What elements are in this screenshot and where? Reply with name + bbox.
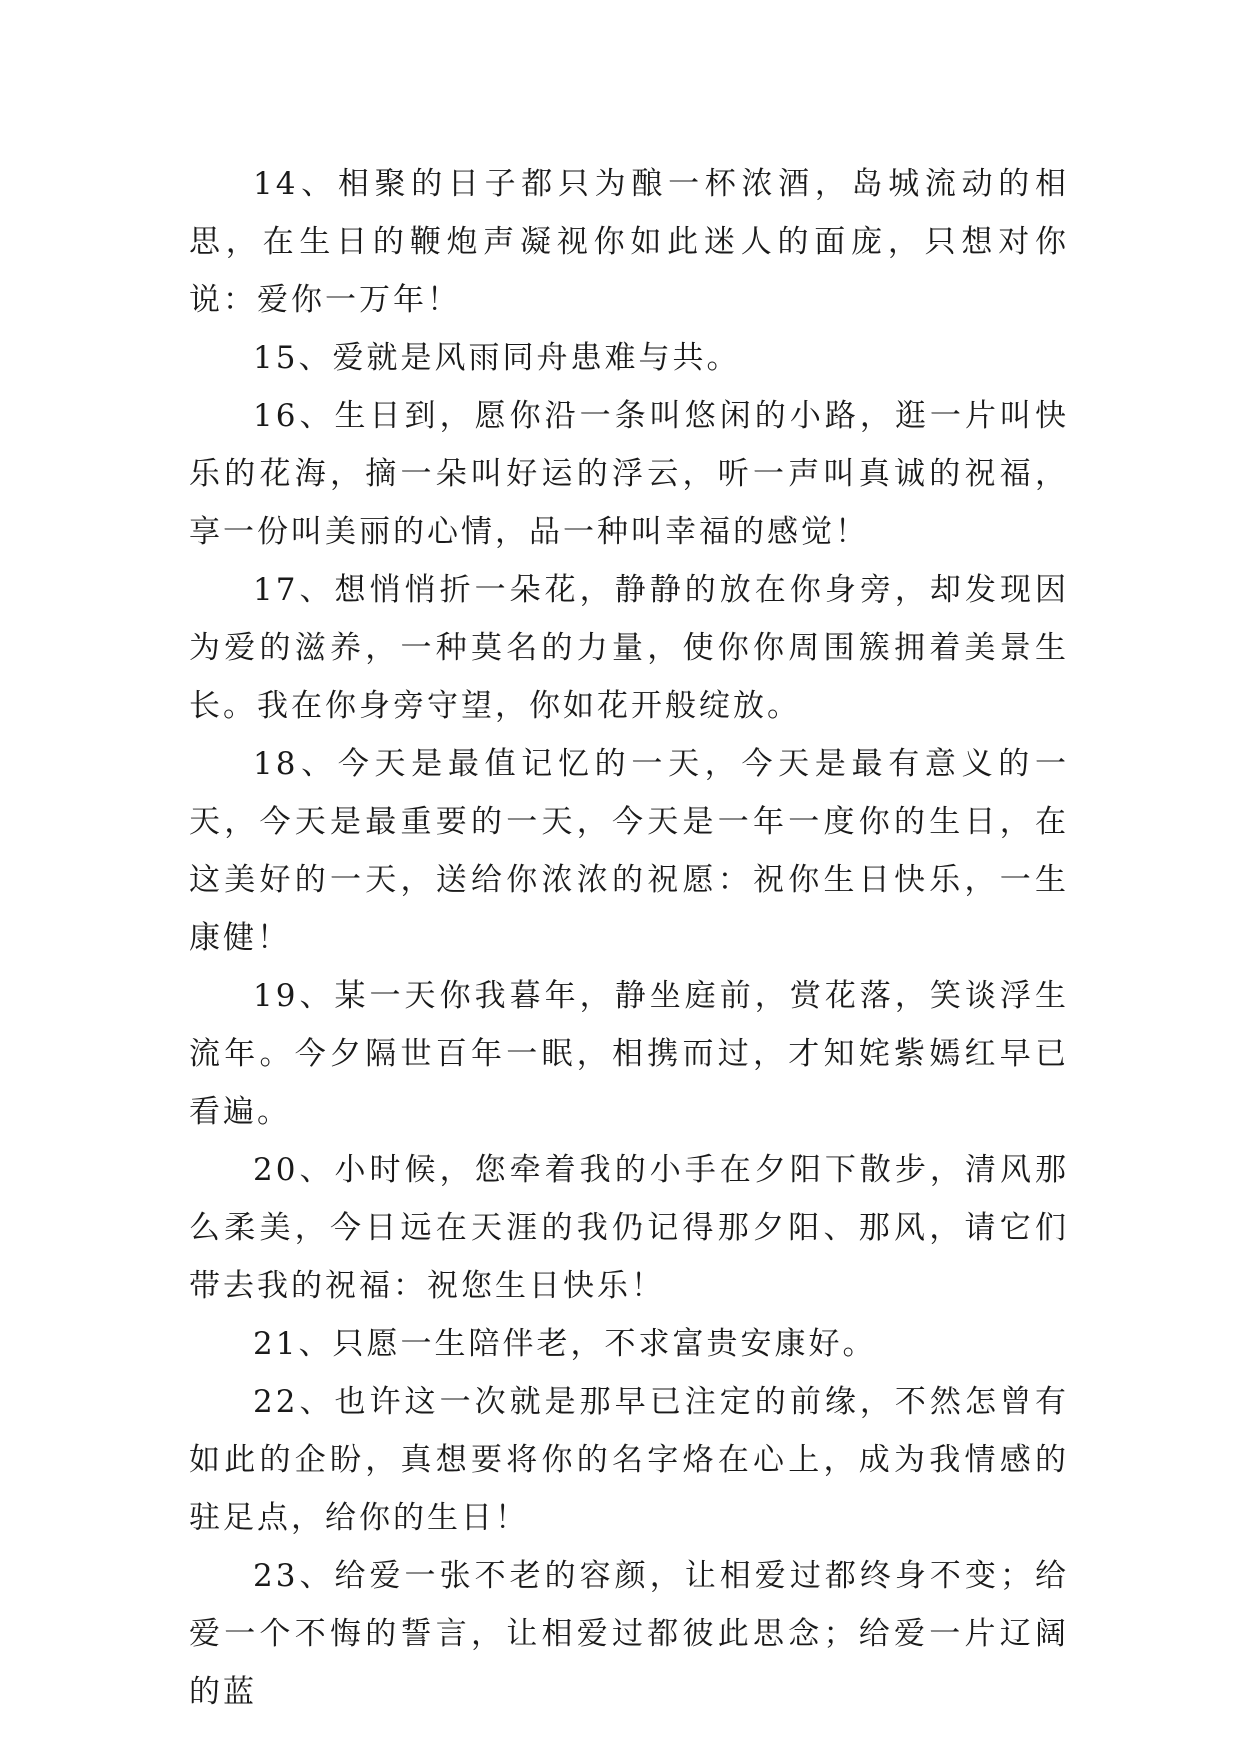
paragraph-17: 17、想悄悄折一朵花，静静的放在你身旁，却发现因为爱的滋养，一种莫名的力量，使你你周围簇拥着美景生长。我在你身旁守望，你如花开般绽放。: [189, 572, 1069, 724]
paragraph-18: 18、今天是最值记忆的一天，今天是最有意义的一天，今天是最重要的一天，今天是一年一度你的生日，在这美好的一天，送给你浓浓的祝愿：祝你生日快乐，一生康健！: [189, 746, 1069, 956]
paragraph-21: 21、只愿一生陪伴老，不求富贵安康好。: [253, 1326, 877, 1362]
paragraph-16: 16、生日到，愿你沿一条叫悠闲的小路，逛一片叫快乐的花海，摘一朵叫好运的浮云，听一声叫真诚的祝福，享一份叫美丽的心情，品一种叫幸福的感觉！: [189, 398, 1069, 550]
paragraph-22: 22、也许这一次就是那早已注定的前缘，不然怎曾有如此的企盼，真想要将你的名字烙在心上，成为我情感的驻足点，给你的生日！: [189, 1384, 1069, 1536]
paragraph-20: 20、小时候，您牵着我的小手在夕阳下散步，清风那么柔美，今日远在天涯的我仍记得那夕阳、那风，请它们带去我的祝福：祝您生日快乐！: [189, 1152, 1069, 1304]
paragraph-19: 19、某一天你我暮年，静坐庭前，赏花落，笑谈浮生流年。今夕隔世百年一眠，相携而过，才知姹紫嫣红早已看遍。: [189, 978, 1069, 1130]
document-body: [189, 155, 1069, 1721]
paragraph-15: 15、爱就是风雨同舟患难与共。: [253, 340, 741, 376]
paragraph-14: 14、相聚的日子都只为酿一杯浓酒，岛城流动的相思，在生日的鞭炮声凝视你如此迷人的面庞，只想对你说：爱你一万年！: [189, 166, 1069, 318]
paragraph-23: 23、给爱一张不老的容颜，让相爱过都终身不变；给爱一个不悔的誓言，让相爱过都彼此思念；给爱一片辽阔的蓝: [189, 1558, 1069, 1710]
